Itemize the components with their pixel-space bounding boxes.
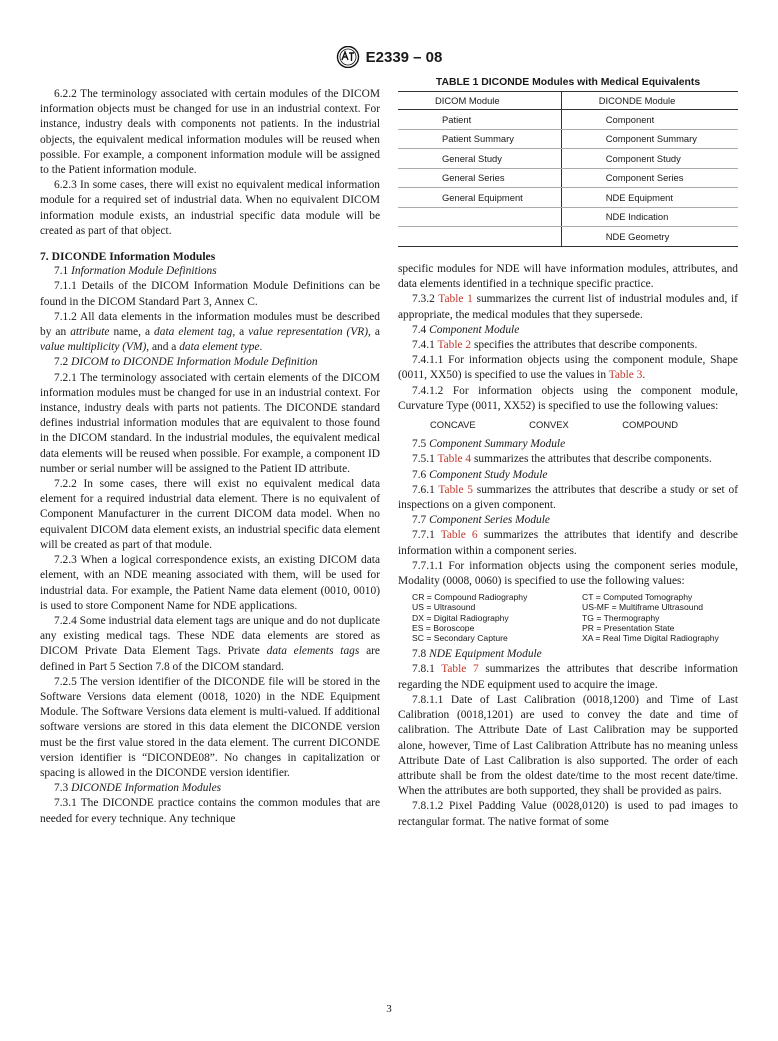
page-number: 3 [386,1003,392,1015]
subsection-7-6-heading: 7.6 Component Study Module [412,468,548,481]
value-item: PR = Presentation State [582,622,675,633]
table-cell: NDE Equipment [561,188,738,208]
paragraph-7-8-1: 7.8.1 Table 7 summarizes the attributes that describe information regarding the NDE equipment used to acquire the image. [398,663,738,691]
paragraph-7-5-1: 7.5.1 Table 4 summarizes the attributes that describe components. [412,453,712,466]
paragraph-7-6-1: 7.6.1 Table 5 summarizes the attributes that describe a study or set of inspections on a given component. [398,483,738,512]
paragraph-7-8-1-2: 7.8.1.2 Pixel Padding Value (0028,0120) is used to pad images to rectangular format. The native format of some [398,800,738,828]
value-item: XA = Real Time Digital Radiography [582,633,719,644]
table-cell: Component Series [561,168,738,188]
subsection-7-8-heading: 7.8 NDE Equipment Module [412,648,542,661]
paragraph-6-2-3: 6.2.3 In some cases, there will exist no equivalent medical information module for a required set of industrial data. When no equivalent DICOM information module exists, an industrial specific data module will be created as part of that object. [40,179,380,237]
subsection-7-2-heading: 7.2 DICOM to DICONDE Information Module Definition [54,356,318,369]
astm-logo-icon [336,46,360,68]
page-header [0,44,778,70]
table-cell [398,227,561,247]
table-2-link[interactable]: Table 2 [437,339,472,352]
table-4-link[interactable]: Table 4 [437,453,472,466]
paragraph-7-1-2: 7.1.2 All data elements in the information modules must be described by an attribute name, a data element tag, a value representation (VR), a value multiplicity (VM), and a data element type. [40,310,380,354]
table-7-link[interactable]: Table 7 [441,663,479,676]
subsection-7-4-heading: 7.4 Component Module [412,323,520,336]
value-item: CT = Computed Tomography [582,592,693,603]
table-cell: General Equipment [398,188,561,208]
paragraph-7-8-1-1: 7.8.1.1 Date of Last Calibration (0018,1200) and Time of Last Calibration (0018,1201) are used to convey the date and time of calibration. The Attribute Date of Last Calibration may be supported alone, however, Time of Last Calibration Attribute has no meaning unless Attribute Date of Last Calibration is also supported. The order of each attribute shall be from the oldest date/time to the most recent date/time. When the attributes are both supported, they shall be provided as pairs. [398,693,738,798]
column-header: DICOM Module [398,92,561,110]
column-header: DICONDE Module [561,92,738,110]
paragraph-7-2-3: 7.2.3 When a logical correspondence exists, an existing DICOM data element, with an NDE meaning associated with them, will be used for industrial data. For example, the Patient Name data element (0010, 0010) is used to store Component Name for NDE applications. [40,554,380,612]
value-item: CR = Compound Radiography [412,592,528,603]
right-column [398,262,738,830]
curvature-values [398,414,738,437]
paragraph-7-2-2: 7.2.2 In some cases, there will exist no equivalent medical data element for a required industrial data element. There is no equivalent of Component Manufacturer in the current DICOM data model. When no equivalent DICOM data element exists, an industrial specific data element will be created as part of that module. [40,478,380,551]
table-1-link[interactable]: Table 1 [438,293,473,306]
value-item: SC = Secondary Capture [412,633,508,644]
document-id: E2339 – 08 [365,48,443,66]
left-column [40,87,380,827]
table-5-link[interactable]: Table 5 [438,483,473,496]
table-cell: Component [561,110,738,130]
table-cell [398,207,561,227]
value-item: CONVEX [529,419,569,431]
table-1 [398,77,738,247]
paragraph-7-3-1: 7.3.1 The DICONDE practice contains the common modules that are needed for every technique. Any technique [40,797,380,825]
table-cell: NDE Indication [561,207,738,227]
table-row [398,227,738,247]
value-item: COMPOUND [622,419,678,431]
paragraph-7-4-1: 7.4.1 Table 2 specifies the attributes that describe components. [412,339,698,352]
table-6-link[interactable]: Table 6 [440,529,478,542]
table-cell: Component Study [561,149,738,169]
section-7-heading: 7. DICONDE Information Modules [40,250,216,264]
table-header-row [398,92,738,110]
table-1-title: TABLE 1 DICONDE Modules with Medical Equivalents [435,77,701,88]
paragraph-7-7-1-1: 7.7.1.1 For information objects using the component series module, Modality (0008, 0060) is specified to use the following values: [398,559,738,588]
value-item: DX = Digital Radiography [412,612,509,623]
table-row [398,129,738,149]
paragraph-7-4-1-1: 7.4.1.1 For information objects using the component module, Shape (0011, XX50) is specified to use the values in Table 3. [398,354,738,382]
value-item: CONCAVE [430,419,476,431]
paragraph-7-7-1: 7.7.1 Table 6 summarizes the attributes that identify and describe information within a component series. [398,529,738,557]
paragraph-7-3-2: 7.3.2 Table 1 summarizes the current list of industrial modules and, if appropriate, the medical modules that they supersede. [398,293,738,321]
paragraph-7-2-1: 7.2.1 The terminology associated with certain elements of the DICOM information modules must be changed for use in an industrial context. For instance, industry deals with parts not patients. The DICONDE standard defines industrial information modules that are equivalent to those found in the DICOM standard. In the industrial modules, the equivalent medical data elements will be reused when possible. For example, a component ID number or serial number will be assigned to the Patient ID attribute. [40,371,380,475]
modality-values [398,589,738,647]
table-cell: Patient [398,110,561,130]
value-item: TG = Thermography [582,612,660,623]
table-row [398,110,738,130]
table-row [398,207,738,227]
paragraph-6-2-2: 6.2.2 The terminology associated with certain modules of the DICOM information objects must be changed for use in an industrial context. For instance, industry deals with components not patients. In the industrial objects, the equivalent medical information modules will be reused when possible. For example, a component information module will be assigned to the Patient information module. [40,88,380,177]
subsection-7-1-heading: 7.1 Information Module Definitions [54,265,217,278]
subsection-7-7-heading: 7.7 Component Series Module [412,514,550,527]
table-row [398,188,738,208]
paragraph-7-2-5: 7.2.5 The version identifier of the DICONDE file will be stored in the Software Versions data element (0018, 1020) in the NDE Equipment Module. The Software Versions data element is multi-valued. If additional software versions are stored in this data element the DICONDE version must be the first value stored in the data element. The current DICONDE version identifier is “DICONDE08”. No changes in capitalization or spacing is allowed in the DICONDE version identifier. [40,675,380,779]
paragraph-7-4-1-2: 7.4.1.2 For information objects using the component module, Curvature Type (0011, XX52) is specified to use the following values: [398,384,738,412]
subsection-7-3-heading: 7.3 DICONDE Information Modules [54,782,222,795]
paragraph-7-1-1: 7.1.1 Details of the DICOM Information Module Definitions can be found in the DICOM Standard Part 3, Annex C. [40,280,380,308]
table-cell: Component Summary [561,129,738,149]
table-3-link[interactable]: Table 3 [608,369,643,382]
value-item: ES = Boroscope [412,622,475,633]
table-row [398,168,738,188]
subsection-7-5-heading: 7.5 Component Summary Module [412,438,566,451]
paragraph-7-2-4: 7.2.4 Some industrial data element tags are unique and do not duplicate any existing medical tags. These NDE data elements are stored as DICOM Private Data Element Tags. Private data elements tags are defined in Part 5 Section 7.8 of the DICOM standard. [40,614,380,673]
value-item: US-MF = Multiframe Ultrasound [582,602,704,613]
table-cell: General Series [398,168,561,188]
table-cell: Patient Summary [398,129,561,149]
paragraph-continuation: specific modules for NDE will have information modules, attributes, and data elements identified in a technique specific practice. [398,263,738,291]
table-cell: NDE Geometry [561,227,738,247]
value-item: US = Ultrasound [412,602,476,613]
table-row [398,149,738,169]
table-cell: General Study [398,149,561,169]
modules-table [398,91,738,247]
